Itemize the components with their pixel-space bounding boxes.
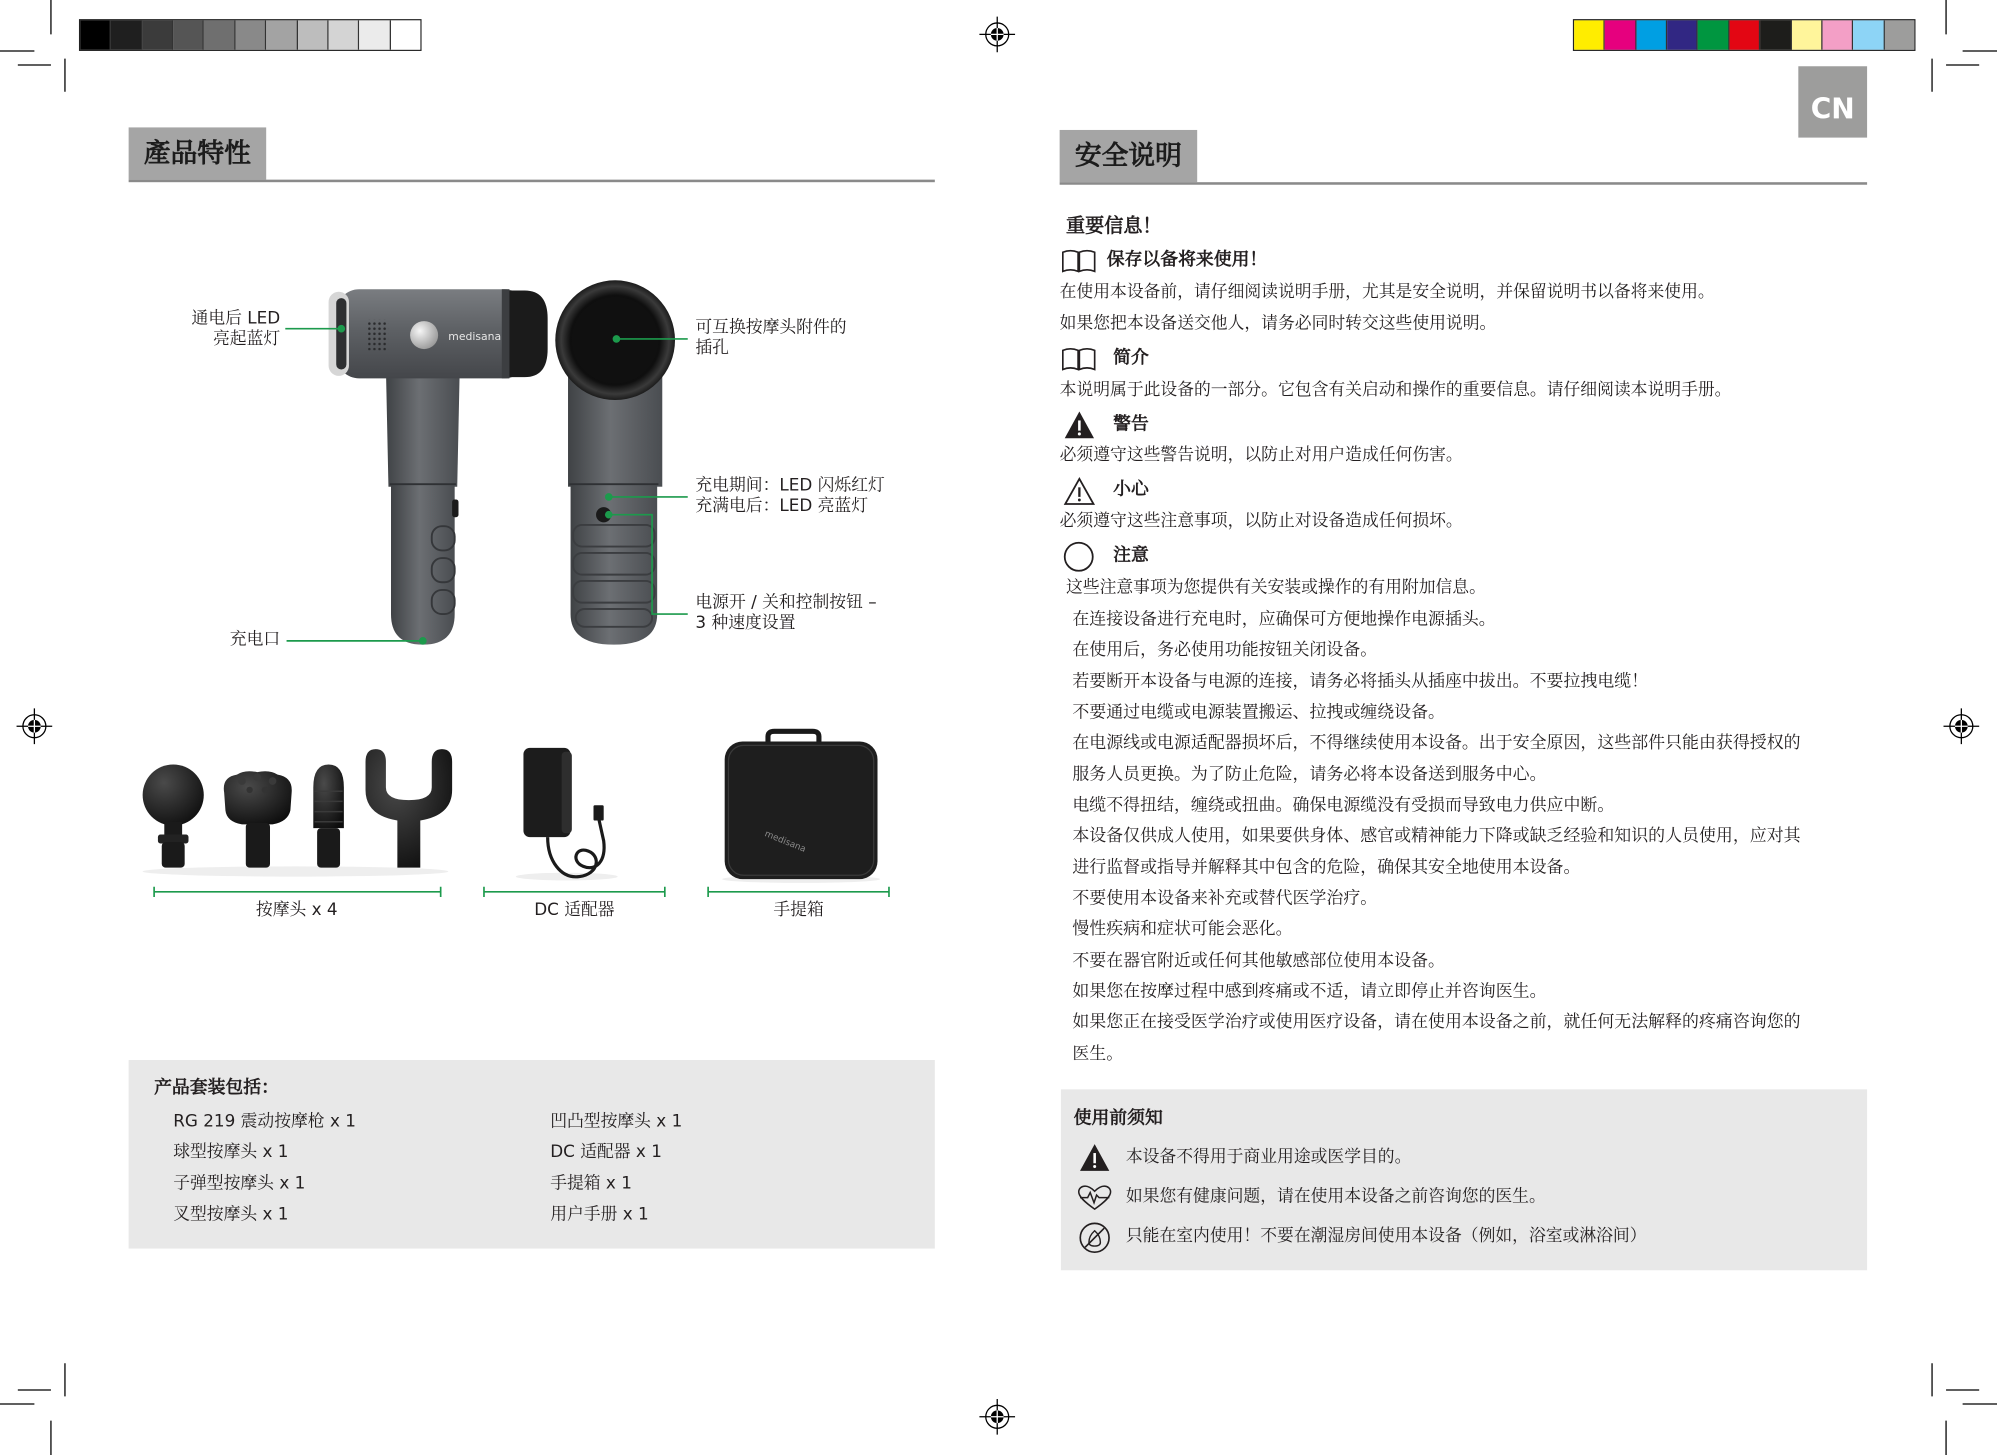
safety-line: 电缆不得扭结，缠绕或扭曲。确保电源缆没有受损而导致电力供应中断。 [1072, 796, 1615, 816]
before-use-item: 如果您有健康问题，请在使用本设备之前咨询您的医生。 [1125, 1187, 1546, 1207]
safety-line: 在连接设备进行充电时，应确保可方便地操作电源插头。 [1072, 610, 1496, 630]
safety-line: 医生。 [1072, 1044, 1124, 1064]
callout-socket-line1: 可互换按摩头附件的 [695, 318, 847, 338]
callout-charging-port: 充电口 [229, 630, 281, 650]
safety-instructions-list [1072, 605, 1800, 1070]
callout-socket-line2: 插孔 [695, 338, 729, 359]
save-heading: 保存以备将来使用！ [1106, 249, 1268, 271]
caution-text: 必须遵守这些注意事项，以防止对设备造成任何损坏。 [1059, 512, 1463, 532]
package-item: 球型按摩头 x 1 [173, 1142, 289, 1162]
safety-line: 在电源线或电源适配器损坏后，不得继续使用本设备。出于安全原因，这些部件只能由获得授权的 [1072, 734, 1801, 754]
section-title: 安全说明 [1074, 140, 1182, 171]
safety-line: 不要通过电缆或电源装置搬运、拉拽或缠绕设备。 [1072, 703, 1445, 723]
safety-line: 若要断开本设备与电源的连接，请务必将插头从插座中拔出。不要拉拽电缆！ [1072, 672, 1649, 692]
vent-grille [368, 320, 388, 351]
callout-led-line1: 通电后 LED [191, 309, 281, 329]
caution-outline-icon [1063, 477, 1095, 506]
safety-line: 不要在器官附近或任何其他敏感部位使用本设备。 [1072, 951, 1445, 971]
ball-head-icon [143, 764, 204, 867]
label-carrying-case: 手提箱 [773, 900, 824, 920]
paragraph-line: 如果您把本设备送交他人，请务必同时转交这些使用说明。 [1059, 314, 1497, 334]
book-icon [1061, 347, 1097, 371]
note-text: 这些注意事项为您提供有关安装或操作的有用附加信息。 [1066, 578, 1486, 598]
convex-head-icon [224, 771, 292, 867]
safety-line: 服务人员更换。为了防止危险，请务必将本设备送到服务中心。 [1072, 765, 1547, 785]
safety-line: 不要使用本设备来补充或替代医学治疗。 [1072, 889, 1378, 909]
brand-logo-icon [410, 321, 438, 349]
package-item: 手提箱 x 1 [550, 1174, 632, 1194]
package-item: 用户手册 x 1 [550, 1205, 649, 1225]
device-brand-text: medisana [448, 330, 502, 344]
section-title: 產品特性 [143, 137, 251, 169]
before-use-title: 使用前须知 [1073, 1108, 1163, 1129]
callout-led-line2: 亮起蓝灯 [213, 329, 281, 350]
note-circle-icon [1063, 541, 1094, 572]
callout-power-line1: 电源开 / 关和控制按钮 – [695, 593, 877, 613]
before-use-item: 只能在室内使用！不要在潮湿房间使用本设备（例如，浴室或淋浴间） [1125, 1226, 1647, 1247]
package-item: DC 适配器 x 1 [550, 1142, 662, 1162]
before-use-item: 本设备不得用于商业用途或医学目的。 [1125, 1147, 1412, 1168]
safety-line: 如果您在按摩过程中感到疼痛或不适，请立即停止并咨询医生。 [1072, 982, 1547, 1002]
safety-line: 进行监督或指导并解释其中包含的危险，确保其安全地使用本设备。 [1072, 858, 1581, 878]
carrying-case-icon [722, 731, 880, 883]
warning-filled-icon [1079, 1143, 1111, 1172]
warning-filled-icon [1063, 410, 1095, 439]
fork-head-icon [366, 749, 453, 867]
massage-gun-side-view [329, 289, 548, 644]
intro-heading: 简介 [1113, 347, 1149, 369]
package-item: 叉型按摩头 x 1 [173, 1205, 289, 1225]
case-brand-text: medisana [763, 829, 808, 855]
paragraph-line: 在使用本设备前，请仔细阅读说明手册，尤其是安全说明，并保留说明书以备将来使用。 [1059, 282, 1715, 302]
package-item: 凹凸型按摩头 x 1 [550, 1112, 683, 1132]
label-dc-adapter: DC 适配器 [534, 900, 615, 920]
safety-line: 本设备仅供成人使用，如果要供身体、感官或精神能力下降或缺乏经验和知识的人员使用，应对其 [1072, 827, 1801, 847]
package-title: 产品套装包括： [154, 1077, 279, 1099]
package-item: RG 219 震动按摩枪 x 1 [173, 1112, 356, 1132]
package-item: 子弹型按摩头 x 1 [173, 1174, 306, 1194]
bullet-head-icon [313, 764, 344, 867]
important-heading: 重要信息！ [1066, 214, 1162, 237]
label-massage-heads: 按摩头 x 4 [255, 900, 338, 920]
dc-adapter-icon [516, 748, 618, 881]
warning-text: 必须遵守这些警告说明，以防止对用户造成任何伤害。 [1059, 445, 1463, 466]
callout-power-line2: 3 种速度设置 [695, 614, 796, 634]
heart-pulse-icon [1077, 1185, 1111, 1212]
note-heading: 注意 [1113, 545, 1149, 566]
caution-heading: 小心 [1113, 479, 1149, 500]
safety-line: 慢性疾病和症状可能会恶化。 [1072, 920, 1293, 940]
section-header-safety [1060, 130, 1198, 182]
book-icon [1061, 248, 1097, 272]
language-tab-label: CN [1810, 94, 1855, 127]
safety-line: 如果您正在接受医学治疗或使用医疗设备，请在使用本设备之前，就任何无法解释的疼痛咨询您的 [1072, 1013, 1801, 1033]
massage-gun-front-view [555, 280, 675, 644]
intro-text: 本说明属于此设备的一部分。它包含有关启动和操作的重要信息。请仔细阅读本说明手册。 [1059, 380, 1732, 401]
header-rule [1060, 182, 1867, 185]
no-wet-room-icon [1079, 1222, 1111, 1254]
safety-line: 在使用后，务必使用功能按钮关闭设备。 [1072, 641, 1378, 661]
warning-heading: 警告 [1113, 414, 1149, 435]
callout-charging-line1: 充电期间：LED 闪烁红灯 [695, 476, 885, 496]
massage-heads [143, 749, 452, 876]
callout-charging-line2: 充满电后：LED 亮蓝灯 [695, 496, 868, 517]
